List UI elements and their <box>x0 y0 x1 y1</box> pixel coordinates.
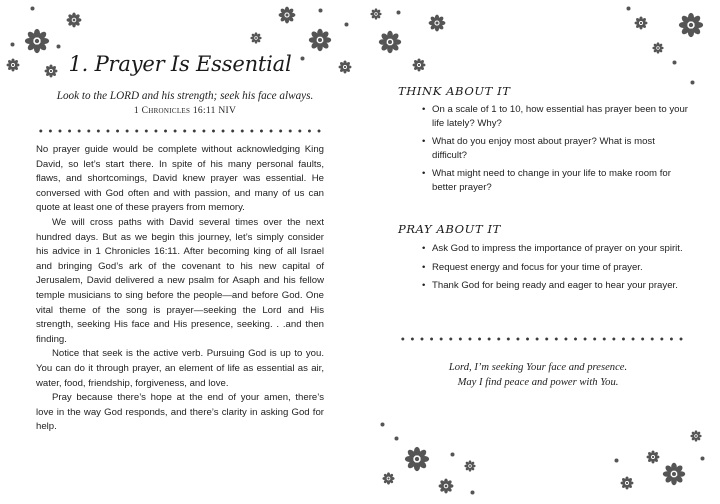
flower-decoration-icon <box>438 478 454 494</box>
flower-decoration-icon <box>662 462 686 486</box>
dot-decoration-icon <box>690 80 695 85</box>
epigraph-reference: 1 Chronicles 16:11 NIV <box>133 106 237 116</box>
dot-decoration-icon <box>626 6 631 11</box>
pray-about-it-heading: PRAY ABOUT IT <box>398 222 501 236</box>
epigraph-verse: Look to the LORD and his strength; seek his face always. <box>56 90 314 102</box>
flower-decoration-icon <box>634 16 648 30</box>
flower-decoration-icon <box>66 12 82 28</box>
chapter-title: 1. Prayer Is Essential <box>68 52 292 76</box>
flower-decoration-icon <box>464 460 476 472</box>
dot-decoration-icon <box>614 458 619 463</box>
pray-about-it-list <box>420 242 690 298</box>
dot-decoration-icon <box>700 456 705 461</box>
dot-decoration-icon <box>56 44 61 49</box>
dot-decoration-icon <box>30 6 35 11</box>
flower-decoration-icon <box>620 476 634 490</box>
dot-decoration-icon <box>380 422 385 427</box>
flower-decoration-icon <box>250 32 262 44</box>
flower-decoration-icon <box>404 446 430 472</box>
flower-decoration-icon <box>646 450 660 464</box>
closing-prayer <box>398 360 678 390</box>
dotted-divider <box>398 337 688 341</box>
prayer-line: May I find peace and power with You. <box>457 377 619 388</box>
flower-decoration-icon <box>308 28 332 52</box>
list-item: • On a scale of 1 to 10, how essential has prayer been to your life lately? Why? <box>420 103 690 130</box>
dot-decoration-icon <box>318 8 323 13</box>
body-paragraph: No prayer guide would be complete without acknowledging King David, so let’s start there. In spite of his many personal faults, flaws, and shortcomings, David knew prayer was essential. He conversed with God often and with passion, and many of us can quote at least one of these prayers from memory. <box>36 144 324 214</box>
body-paragraph: Pray because there’s hope at the end of your amen, there’s love in the way God responds, and there’s clarity in asking God for help. <box>36 392 324 433</box>
list-item: • What might need to change in your life to make room for better prayer? <box>420 167 690 194</box>
dot-decoration-icon <box>470 490 475 495</box>
list-item: • Request energy and focus for your time of prayer. <box>420 261 690 275</box>
flower-decoration-icon <box>652 42 664 54</box>
dot-decoration-icon <box>10 42 15 47</box>
dot-decoration-icon <box>394 436 399 441</box>
list-item: • Ask God to impress the importance of prayer on your spirit. <box>420 242 690 256</box>
dotted-divider <box>36 129 326 133</box>
flower-decoration-icon <box>382 472 395 485</box>
dot-decoration-icon <box>396 10 401 15</box>
flower-decoration-icon <box>278 6 296 24</box>
think-about-it-heading: THINK ABOUT IT <box>398 84 511 98</box>
dot-decoration-icon <box>344 22 349 27</box>
prayer-line: Lord, I’m seeking Your face and presence. <box>448 362 628 373</box>
chapter-body <box>36 143 324 435</box>
body-paragraph: Notice that seek is the active verb. Pursuing God is up to you. You can do it through prayer, an element of life as essential as air, water, food, friendship, forgiveness, and love. <box>36 348 324 389</box>
flower-decoration-icon <box>24 28 50 54</box>
flower-decoration-icon <box>378 30 402 54</box>
flower-decoration-icon <box>690 430 702 442</box>
flower-decoration-icon <box>428 14 446 32</box>
flower-decoration-icon <box>370 8 382 20</box>
list-item: • Thank God for being ready and eager to hear your prayer. <box>420 279 690 293</box>
dot-decoration-icon <box>450 452 455 457</box>
flower-decoration-icon <box>678 12 704 38</box>
dot-decoration-icon <box>672 60 677 65</box>
think-about-it-list <box>420 103 690 200</box>
list-item: • What do you enjoy most about prayer? What is most difficult? <box>420 135 690 162</box>
body-paragraph: We will cross paths with David several times over the next hundred days. But as we begin this journey, let’s simply consider his advice in 1 Chronicles 16:11. After becoming king of all Israel and bringing God’s ark of the covenant to his new capital of Jerusalem, David delivered a new psalm for Asaph and his fellow temple musicians to sing before the people—and before God. One vital theme of the song is prayer—seeking the Lord and His strength, seeking His face and His presence, seeking. . .and then finding. <box>36 216 324 345</box>
flower-decoration-icon <box>412 58 426 72</box>
